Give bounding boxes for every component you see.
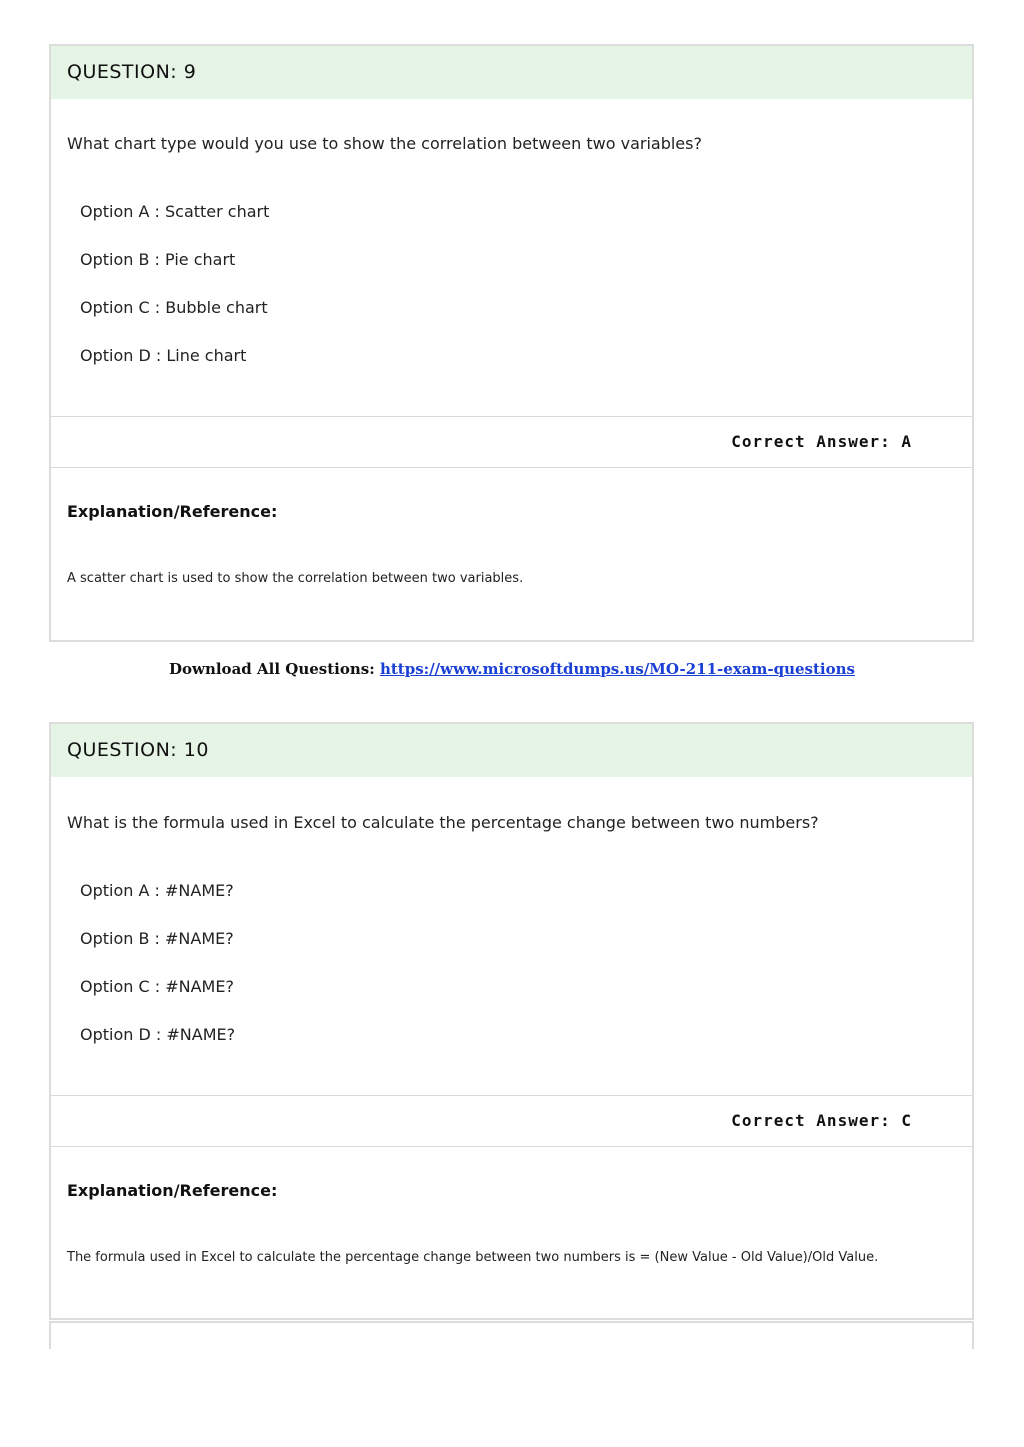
option-c: Option C : Bubble chart	[80, 298, 268, 317]
option-a: Option A : #NAME?	[80, 881, 234, 900]
download-label: Download All Questions:	[169, 660, 380, 678]
option-d: Option D : #NAME?	[80, 1025, 236, 1044]
question-card-9	[49, 44, 974, 642]
download-line	[0, 660, 1024, 678]
explanation-text: The formula used in Excel to calculate the percentage change between two numbers is = (New Value - Old Value)/Old Value.	[67, 1250, 879, 1265]
question-header	[51, 46, 972, 99]
divider	[51, 1095, 972, 1096]
explanation-title: Explanation/Reference:	[67, 1181, 278, 1200]
divider	[51, 467, 972, 468]
correct-answer: Correct Answer: C	[731, 1111, 912, 1130]
next-question-card	[49, 1321, 974, 1349]
option-a: Option A : Scatter chart	[80, 202, 270, 221]
question-text: What is the formula used in Excel to calculate the percentage change between two numbers?	[67, 813, 819, 832]
explanation-title: Explanation/Reference:	[67, 502, 278, 521]
question-title: QUESTION: 9	[67, 61, 197, 83]
option-b: Option B : #NAME?	[80, 929, 234, 948]
option-b: Option B : Pie chart	[80, 250, 236, 269]
question-card-10	[49, 722, 974, 1320]
question-text: What chart type would you use to show the correlation between two variables?	[67, 134, 702, 153]
correct-answer: Correct Answer: A	[731, 432, 912, 451]
divider	[51, 416, 972, 417]
question-header	[51, 724, 972, 777]
divider	[51, 1146, 972, 1147]
option-d: Option D : Line chart	[80, 346, 247, 365]
explanation-text: A scatter chart is used to show the correlation between two variables.	[67, 571, 524, 586]
download-link[interactable]: https://www.microsoftdumps.us/MO-211-exam-questions	[379, 660, 855, 678]
option-c: Option C : #NAME?	[80, 977, 234, 996]
question-title: QUESTION: 10	[67, 739, 209, 761]
